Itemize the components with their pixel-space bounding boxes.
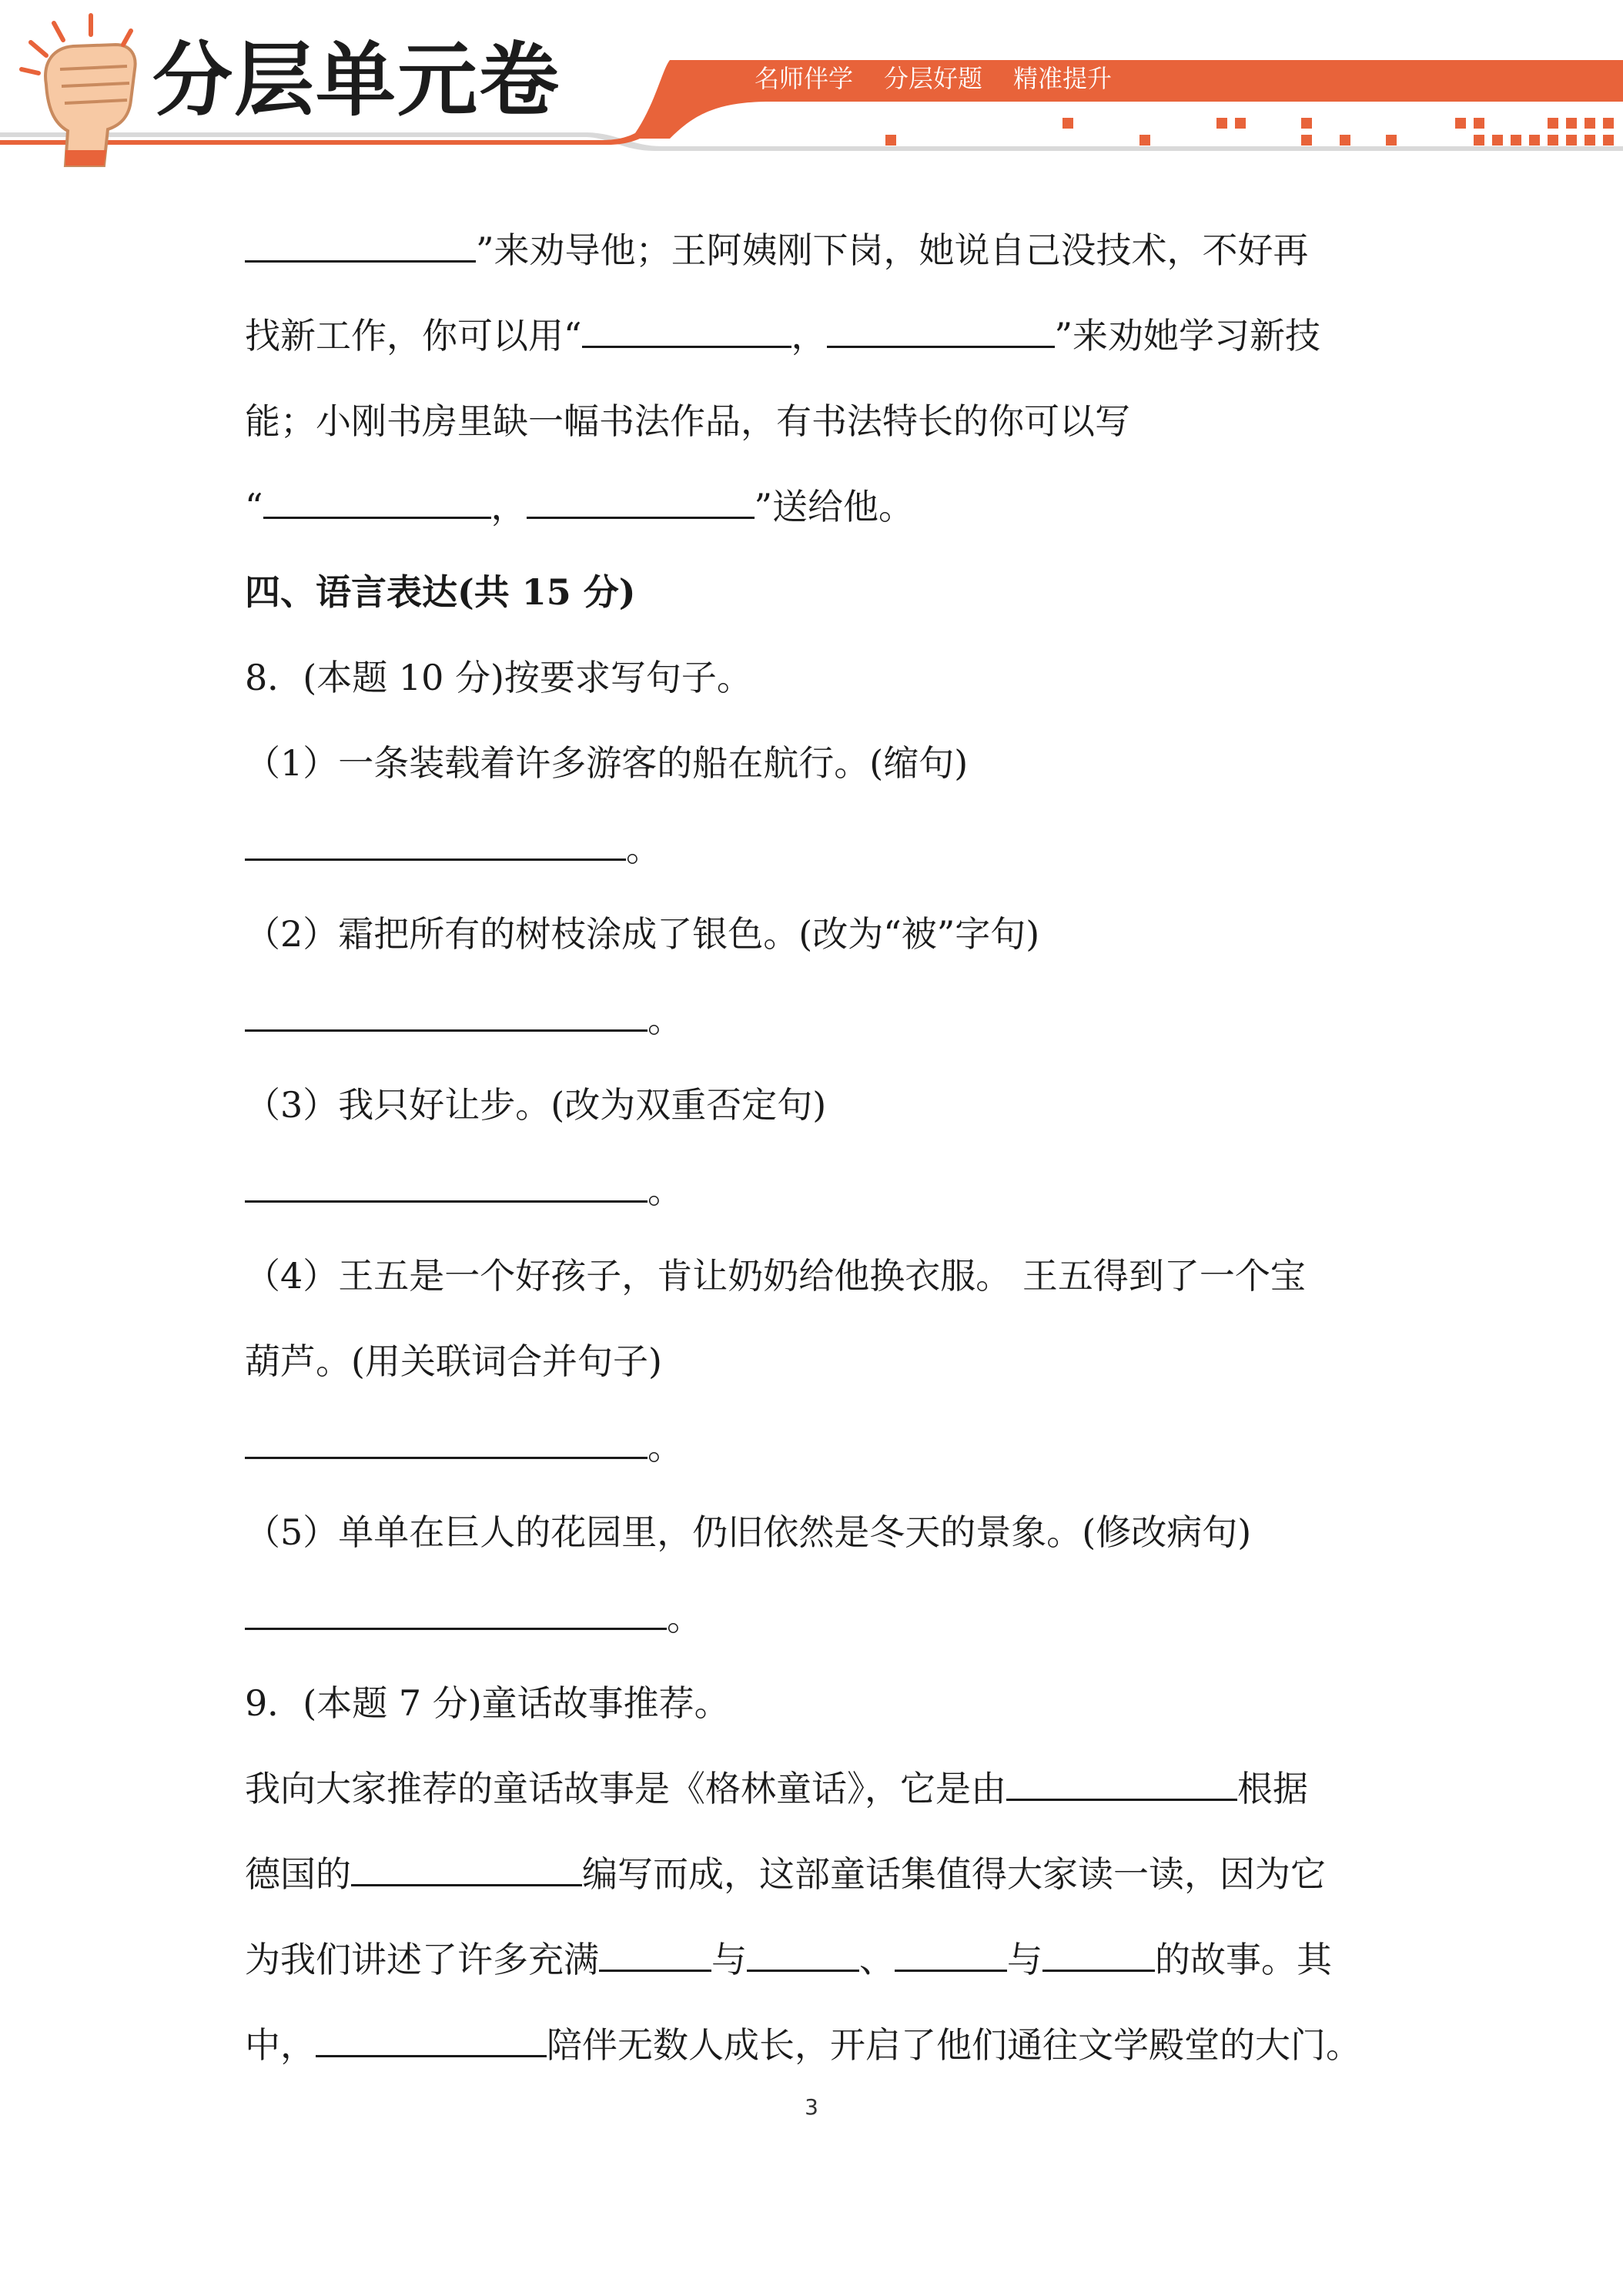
answer-line [245, 1404, 1384, 1490]
answer-blank[interactable] [245, 1160, 648, 1203]
line-text: 中， [245, 2024, 316, 2066]
line-text: 。 [648, 1426, 683, 1468]
answer-blank[interactable] [245, 989, 648, 1032]
question-stem: 8．(本题 10 分)按要求写句子。 [245, 657, 752, 698]
answer-blank[interactable] [895, 1930, 1007, 1972]
text-line [245, 1917, 1384, 2003]
answer-blank[interactable] [827, 306, 1055, 348]
line-text: 为我们讲述了许多充满 [245, 1939, 599, 1980]
line-text: 。 [626, 828, 661, 869]
line-text: 的故事。其 [1155, 1939, 1332, 1980]
line-text: 德国的 [245, 1853, 351, 1895]
question-item: （3）我只好让步。(改为双重否定句) [245, 1084, 827, 1126]
answer-blank[interactable] [527, 477, 755, 519]
text-line [245, 1832, 1384, 1917]
line-text: 我向大家推荐的童话故事是《格林童话》，它是由 [245, 1768, 1006, 1809]
answer-blank[interactable] [582, 306, 791, 348]
line-text: 、 [859, 1939, 895, 1980]
line-text: 编写而成，这部童话集值得大家读一读，因为它 [582, 1853, 1326, 1895]
question-item: （2）霜把所有的树枝涂成了银色。(改为“被”字句) [245, 913, 1040, 955]
line-text: ”来劝导他；王阿姨刚下岗，她说自己没技术，不好再 [476, 229, 1309, 271]
line-text: ， [791, 315, 827, 356]
question-item: （4）王五是一个好孩子，肯让奶奶给他换衣服。 王五得到了一个宝 [245, 1255, 1306, 1297]
text-line [245, 1746, 1384, 1832]
question-item: 葫芦。(用关联词合并句子) [245, 1340, 662, 1382]
answer-blank[interactable] [1042, 1930, 1155, 1972]
line-text: 根据 [1237, 1768, 1308, 1809]
line-text: 与 [711, 1939, 747, 1980]
page-header [0, 0, 1623, 177]
answer-blank[interactable] [245, 1588, 667, 1630]
section-title: 四、语言表达(共 15 分) [245, 571, 636, 613]
line-text: ”送给他。 [754, 486, 915, 527]
answer-blank[interactable] [1006, 1759, 1237, 1801]
slogan-item: 名师伴学 [755, 64, 854, 93]
answer-blank[interactable] [263, 477, 491, 519]
slogan-item: 分层好题 [884, 64, 983, 93]
line-text: 与 [1007, 1939, 1042, 1980]
text-line [245, 208, 1384, 293]
line-text: ”来劝她学习新技 [1054, 315, 1321, 356]
answer-blank[interactable] [245, 220, 476, 263]
text-line: 能；小刚书房里缺一幅书法作品，有书法特长的你可以写 [245, 400, 1130, 442]
slogan-item: 精准提升 [1013, 64, 1113, 93]
question-item: （5）单单在巨人的花园里，仍旧依然是冬天的景象。(修改病句) [245, 1511, 1252, 1553]
line-text: 。 [648, 1170, 683, 1211]
line-text: 找新工作，你可以用“ [245, 315, 582, 356]
text-line [245, 293, 1384, 379]
page-content [245, 208, 1384, 2088]
question-stem: 9．(本题 7 分)童话故事推荐。 [245, 1682, 730, 1724]
answer-blank[interactable] [599, 1930, 711, 1972]
line-text: 。 [648, 999, 683, 1040]
answer-blank[interactable] [245, 1417, 648, 1459]
line-text: 陪伴无数人成长，开启了他们通往文学殿堂的大门。 [547, 2024, 1361, 2066]
decorative-dots [885, 118, 1614, 146]
question-item: （1）一条装载着许多游客的船在航行。(缩句) [245, 742, 969, 784]
brand-title: 分层单元卷 [152, 33, 561, 127]
text-line [245, 464, 1384, 550]
line-text: ， [490, 486, 527, 527]
answer-line [245, 806, 1384, 892]
header-slogan [755, 62, 1112, 95]
answer-line [245, 1148, 1384, 1233]
answer-line [245, 977, 1384, 1063]
answer-blank[interactable] [316, 2015, 547, 2057]
answer-blank[interactable] [351, 1844, 582, 1886]
answer-line [245, 1575, 1384, 1661]
answer-blank[interactable] [245, 818, 626, 861]
answer-blank[interactable] [747, 1930, 859, 1972]
page-number: 3 [805, 2094, 818, 2120]
line-text: 。 [667, 1597, 702, 1638]
line-text: “ [245, 486, 263, 527]
text-line [245, 2003, 1384, 2088]
